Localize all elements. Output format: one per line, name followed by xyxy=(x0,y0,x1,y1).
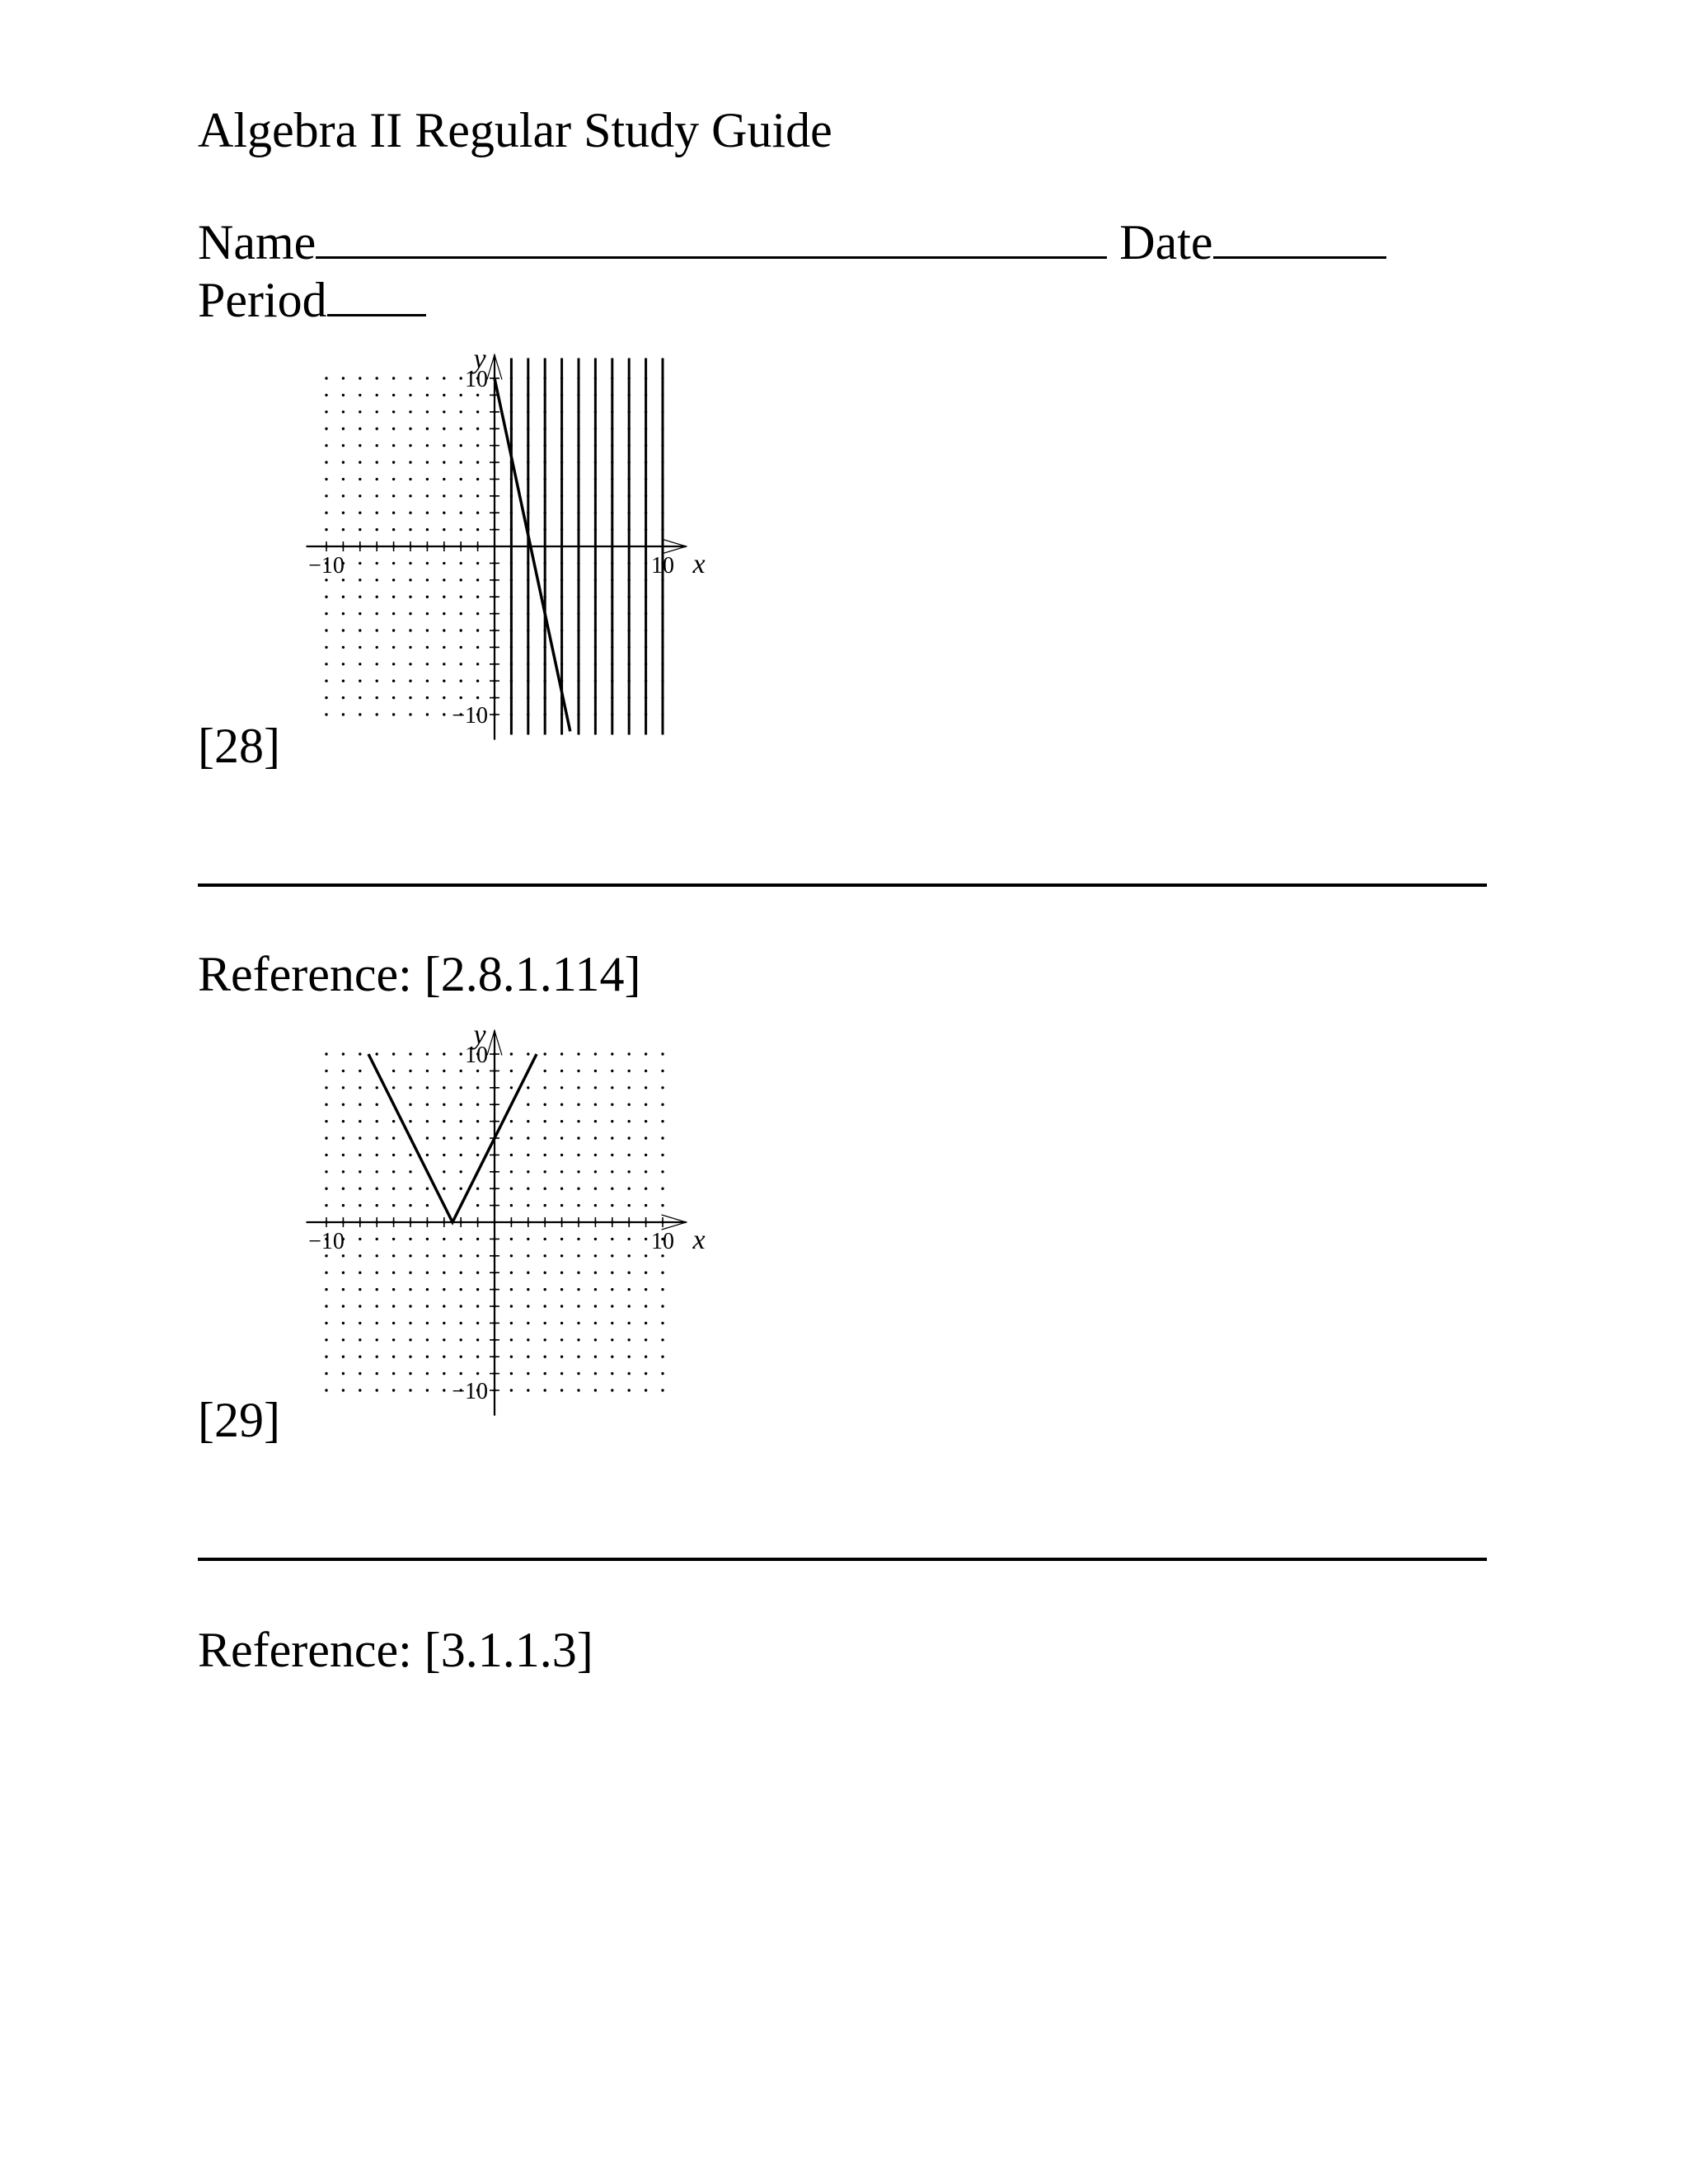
y-min-tick-label: −10 xyxy=(452,1379,488,1404)
page-title: Algebra II Regular Study Guide xyxy=(198,103,832,157)
section-divider xyxy=(198,1558,1487,1561)
y-max-tick-label: 10 xyxy=(465,1043,488,1068)
graph-28 xyxy=(288,346,717,758)
x-axis-label: x xyxy=(692,1225,706,1255)
period-blank[interactable] xyxy=(327,276,426,316)
x-max-tick-label: 10 xyxy=(651,553,674,579)
period-label: Period xyxy=(198,273,327,327)
name-label: Name xyxy=(198,215,316,269)
problem-number: [29] xyxy=(198,1393,280,1447)
date-blank[interactable] xyxy=(1213,218,1386,259)
period-field[interactable] xyxy=(198,275,426,325)
y-max-tick-label: 10 xyxy=(465,367,488,392)
x-min-tick-label: −10 xyxy=(308,1229,345,1254)
y-axis-label: y xyxy=(473,344,486,375)
name-blank[interactable] xyxy=(316,218,1107,259)
name-field[interactable] xyxy=(198,215,1386,269)
x-axis-label: x xyxy=(692,549,706,579)
problem-number: [28] xyxy=(198,719,280,773)
reference-text: Reference: [3.1.1.3] xyxy=(198,1623,593,1677)
y-axis-label: y xyxy=(473,1019,486,1051)
graph-line xyxy=(495,378,570,731)
y-min-tick-label: −10 xyxy=(452,703,488,729)
graph-29 xyxy=(288,1019,717,1434)
section-divider xyxy=(198,883,1487,887)
x-max-tick-label: 10 xyxy=(651,1229,674,1254)
reference-text: Reference: [2.8.1.114] xyxy=(198,947,641,1001)
x-min-tick-label: −10 xyxy=(308,553,345,579)
date-label: Date xyxy=(1119,215,1213,269)
